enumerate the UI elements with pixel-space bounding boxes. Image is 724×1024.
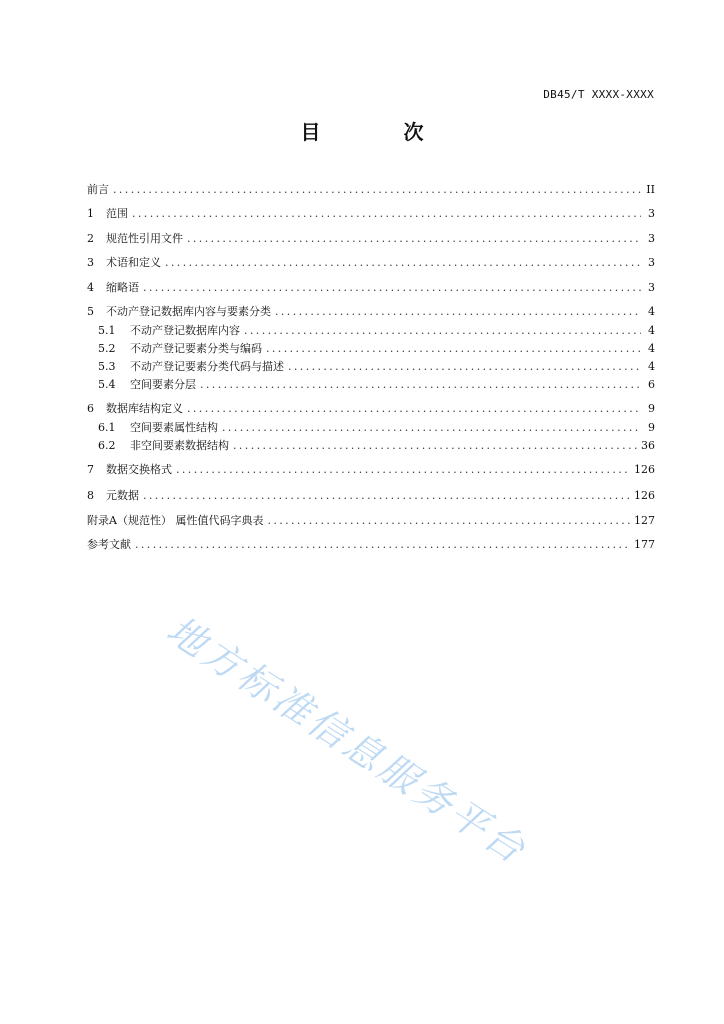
toc-entry-appendix-a[interactable] [87,512,655,528]
toc-entry-5-1[interactable] [98,322,655,338]
toc-entry-page: 127 [634,514,655,527]
toc-entry-number: 6.1 [98,421,116,434]
toc-entry-5[interactable] [87,303,655,319]
toc-entry-number: 5.4 [98,378,116,391]
toc-entry-number: 5.2 [98,342,116,355]
toc-entry-label: 元数据 [106,489,139,502]
leader-dots [266,342,641,355]
toc-entry-label: 规范性引用文件 [106,232,183,245]
toc-entry-number: 5.3 [98,360,116,373]
toc-entry-number: 5.1 [98,324,116,337]
toc-entry-page: 6 [648,378,655,391]
leader-dots [143,281,641,294]
toc-entry-page: 36 [641,439,655,452]
toc-entry-label: 数据库结构定义 [106,402,183,415]
toc-entry-page: 4 [648,324,655,337]
toc-entry-page: 4 [648,305,655,318]
toc-entry-page: 4 [648,360,655,373]
leader-dots [187,232,641,245]
leader-dots [143,489,630,502]
toc-entry-page: 3 [648,281,655,294]
toc-entry-page: 177 [634,538,655,551]
toc-entry-page: 9 [648,421,655,434]
leader-dots [113,183,641,196]
toc-entry-6-2[interactable] [98,437,655,453]
leader-dots [176,463,630,476]
toc-entry-label: 空间要素属性结构 [130,421,218,434]
toc-entry-label: 缩略语 [106,281,139,294]
toc-entry-page: 126 [634,489,655,502]
toc-entry-page: 126 [634,463,655,476]
toc-entry-label: 不动产登记数据库内容与要素分类 [106,305,271,318]
leader-dots [244,324,641,337]
toc-entry-number: 8 [87,489,94,502]
toc-entry-1[interactable] [87,205,655,221]
toc-entry-number: 6 [87,402,94,415]
toc-entry-6[interactable] [87,400,655,416]
document-code: DB45/T XXXX-XXXX [543,88,654,101]
toc-entry-label: 空间要素分层 [130,378,196,391]
toc-entry-number: 2 [87,232,94,245]
toc-entry-3[interactable] [87,254,655,270]
toc-entry-page: 3 [648,207,655,220]
toc-entry-page: 9 [648,402,655,415]
toc-entry-5-3[interactable] [98,358,655,374]
leader-dots [165,256,641,269]
leader-dots [135,538,630,551]
toc-entry-number: 7 [87,463,94,476]
leader-dots [275,305,641,318]
toc-entry-preface[interactable] [87,181,655,197]
toc-entry-references[interactable] [87,536,655,552]
toc-entry-label: 不动产登记数据库内容 [130,324,240,337]
toc-entry-4[interactable] [87,279,655,295]
leader-dots [222,421,641,434]
toc-entry-7[interactable] [87,461,655,477]
toc-entry-5-2[interactable] [98,340,655,356]
toc-entry-2[interactable] [87,230,655,246]
toc-entry-page: 3 [648,256,655,269]
leader-dots [288,360,641,373]
toc-entry-label: 附录A（规范性） 属性值代码字典表 [87,514,264,527]
toc-entry-number: 5 [87,305,94,318]
toc-entry-number: 4 [87,281,94,294]
toc-entry-label: 范围 [106,207,128,220]
toc-entry-page: II [646,183,655,196]
leader-dots [233,439,637,452]
toc-entry-number: 3 [87,256,94,269]
leader-dots [267,514,630,527]
toc-entry-label: 术语和定义 [106,256,161,269]
toc-entry-page: 3 [648,232,655,245]
watermark: 地方标准信息服务平台 [159,607,536,874]
leader-dots [132,207,641,220]
leader-dots [187,402,641,415]
toc-entry-page: 4 [648,342,655,355]
toc-entry-number: 1 [87,207,94,220]
toc-entry-label: 数据交换格式 [106,463,172,476]
toc-entry-label: 不动产登记要素分类代码与描述 [130,360,284,373]
toc-entry-6-1[interactable] [98,419,655,435]
toc-entry-number: 6.2 [98,439,116,452]
toc-entry-label: 不动产登记要素分类与编码 [130,342,262,355]
toc-entry-label: 参考文献 [87,538,131,551]
toc-entry-8[interactable] [87,487,655,503]
toc-entry-label: 前言 [87,183,109,196]
leader-dots [200,378,641,391]
toc-title: 目 次 [300,120,462,144]
toc-entry-5-4[interactable] [98,376,655,392]
toc-entry-label: 非空间要素数据结构 [130,439,229,452]
